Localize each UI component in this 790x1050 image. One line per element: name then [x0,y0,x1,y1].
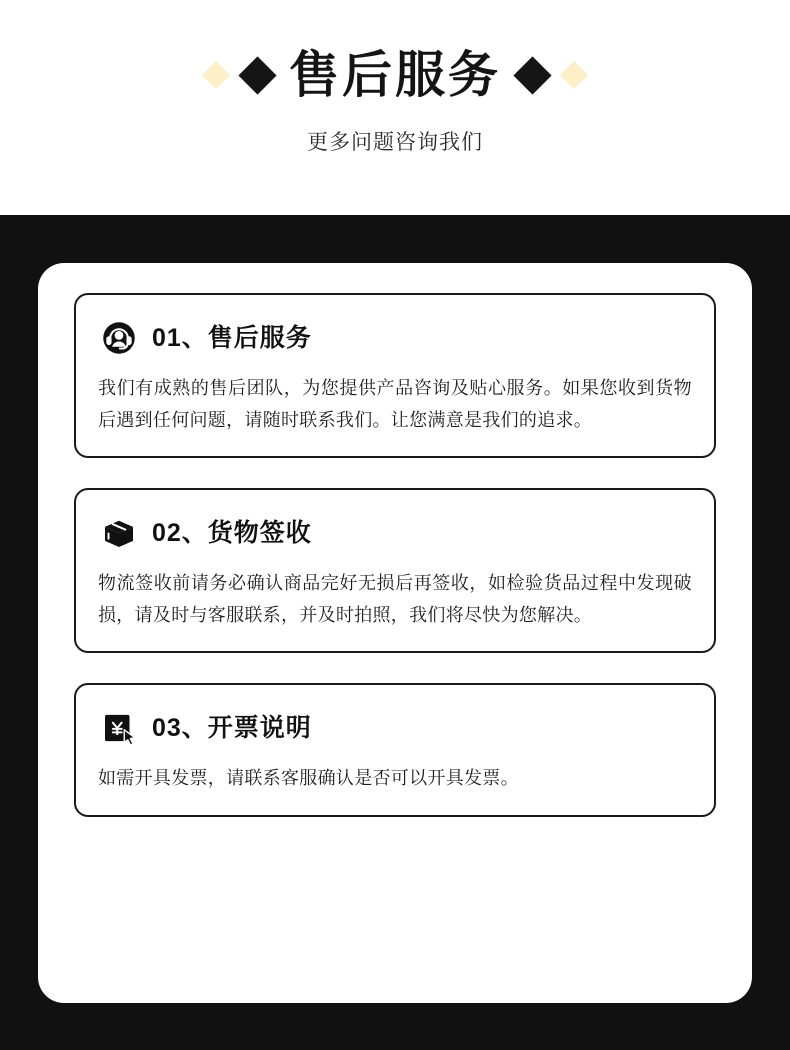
page-title: 售后服务 [289,47,501,103]
card-body: 我们有成熟的售后团队，为您提供产品咨询及贴心服务。如果您收到货物后遇到任何问题，请随时联系我们。让您满意是我们的追求。 [98,378,692,430]
content-area [0,215,790,1050]
card-header [98,707,692,749]
card-body: 如需开具发票，请联系客服确认是否可以开具发票。 [98,768,519,788]
diamond-big-left-icon [238,56,276,94]
title-row [0,0,790,103]
diamond-big-right-icon [513,56,551,94]
card-header [98,317,692,359]
card-body: 物流签收前请务必确认商品完好无损后再签收，如检验货品过程中发现破损，请及时与客服联系，并及时拍照，我们将尽快为您解决。 [98,573,692,625]
service-card [74,293,716,458]
diamond-small-left-icon [202,61,230,89]
card-title: 01、售后服务 [152,323,312,352]
invoice-yuan-icon [98,707,140,749]
delivery-card [74,488,716,653]
page-subtitle: 更多问题咨询我们 [307,131,483,154]
page-header [0,0,790,215]
card-title: 02、货物签收 [152,518,312,547]
invoice-card [74,683,716,817]
card-header [98,512,692,554]
diamond-small-right-icon [560,61,588,89]
card-title: 03、开票说明 [152,713,312,742]
headset-support-icon [98,317,140,359]
white-panel [38,263,752,1003]
package-box-icon [98,512,140,554]
